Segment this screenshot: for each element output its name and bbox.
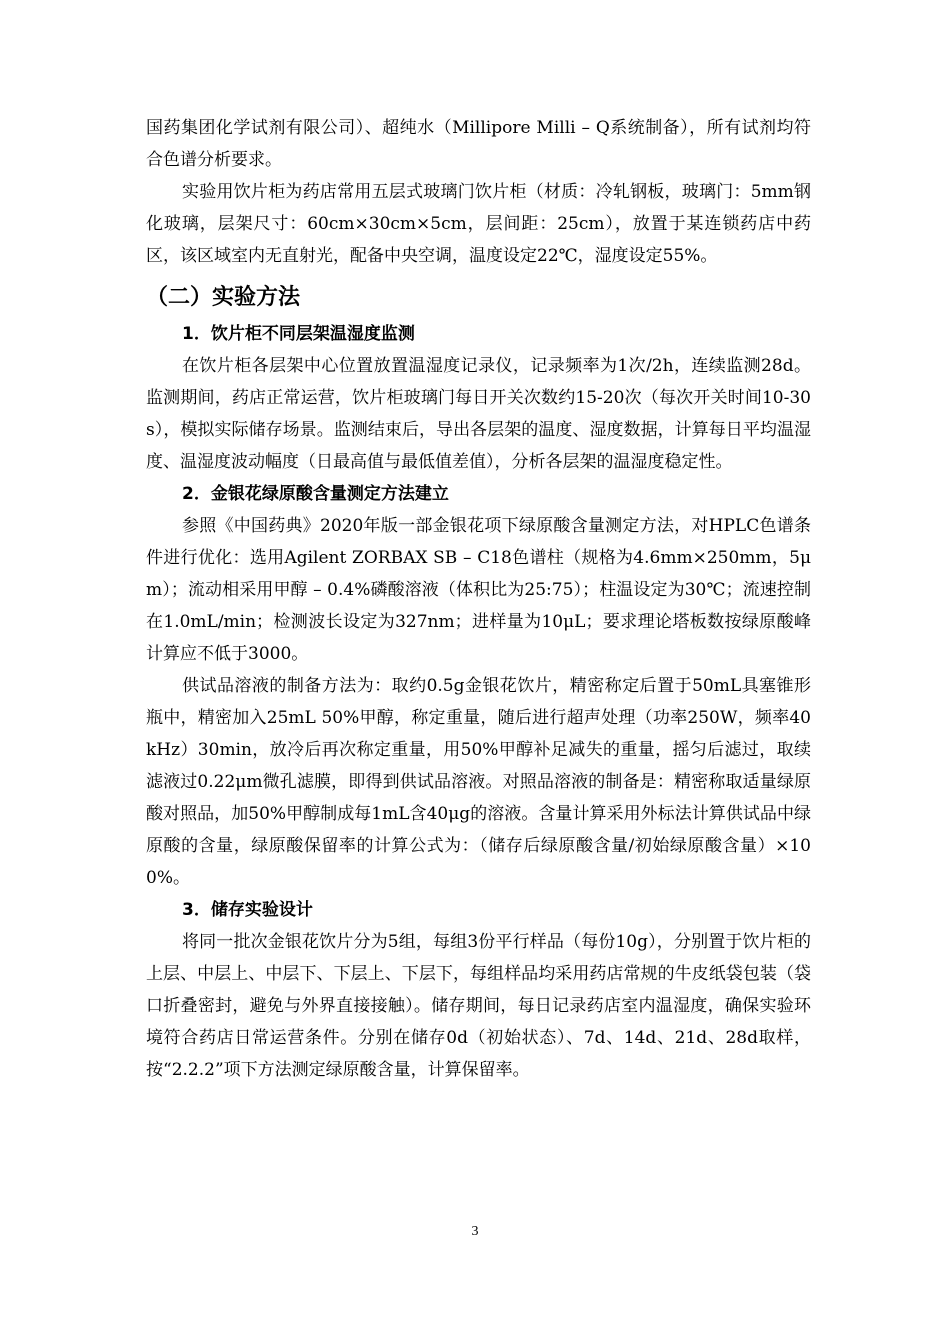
document-body [146,112,811,1086]
paragraph-hplc-conditions: 参照《中国药典》2020年版一部金银花项下绿原酸含量测定方法，对HPLC色谱条件进行优化：选用Agilent ZORBAX SB – C18色谱柱（规格为4.6mm×250mm，5μm）；流动相采用甲醇 – 0.4%磷酸溶液（体积比为25:75）；柱温设定为30℃；流速控制在1.0mL/min；检测波长设定为327nm；进样量为10μL；要求理论塔板数按绿原酸峰计算应不低于3000。 [146,516,811,664]
paragraph-cabinet: 实验用饮片柜为药店常用五层式玻璃门饮片柜（材质：冷轧钢板，玻璃门：5mm钢化玻璃，层架尺寸：60cm×30cm×5cm，层间距：25cm），放置于某连锁药店中药区，该区域室内无直射光，配备中央空调，温度设定22℃，湿度设定55%。 [146,182,811,266]
paragraph-monitoring: 在饮片柜各层架中心位置放置温湿度记录仪，记录频率为1次/2h，连续监测28d。监测期间，药店正常运营，饮片柜玻璃门每日开关次数约15-20次（每次开关时间10-30s），模拟实际储存场景。监测结束后，导出各层架的温度、湿度数据，计算每日平均温湿度、温湿度波动幅度（日最高值与最低值差值），分析各层架的温湿度稳定性。 [146,356,811,472]
section-heading-methods: （二）实验方法 [146,285,301,310]
page-number: 3 [471,1224,479,1239]
subheading-storage-design: 3．储存实验设计 [182,900,313,920]
subheading-temp-humidity: 1．饮片柜不同层架温湿度监测 [182,324,415,344]
paragraph-storage: 将同一批次金银花饮片分为5组，每组3份平行样品（每份10g），分别置于饮片柜的上层、中层上、中层下、下层上、下层下，每组样品均采用药店常规的牛皮纸袋包装（袋口折叠密封，避免与外界直接接触）。储存期间，每日记录药店室内温湿度，确保实验环境符合药店日常运营条件。分别在储存0d（初始状态）、7d、14d、21d、28d取样，按“2.2.2”项下方法测定绿原酸含量，计算保留率。 [146,932,811,1080]
subheading-hplc-method: 2．金银花绿原酸含量测定方法建立 [182,484,449,504]
paragraph-sample-prep: 供试品溶液的制备方法为：取约0.5g金银花饮片，精密称定后置于50mL具塞锥形瓶中，精密加入25mL 50%甲醇，称定重量，随后进行超声处理（功率250W，频率40kHz）30min，放冷后再次称定重量，用50%甲醇补足减失的重量，摇匀后滤过，取续滤液过0.22μm微孔滤膜，即得到供试品溶液。对照品溶液的制备是：精密称取适量绿原酸对照品，加50%甲醇制成每1mL含40μg的溶液。含量计算采用外标法计算供试品中绿原酸的含量，绿原酸保留率的计算公式为：（储存后绿原酸含量/初始绿原酸含量）×100%。 [146,676,811,888]
paragraph-reagents-cont: 国药集团化学试剂有限公司）、超纯水（Millipore Milli – Q系统制备），所有试剂均符合色谱分析要求。 [146,118,811,170]
